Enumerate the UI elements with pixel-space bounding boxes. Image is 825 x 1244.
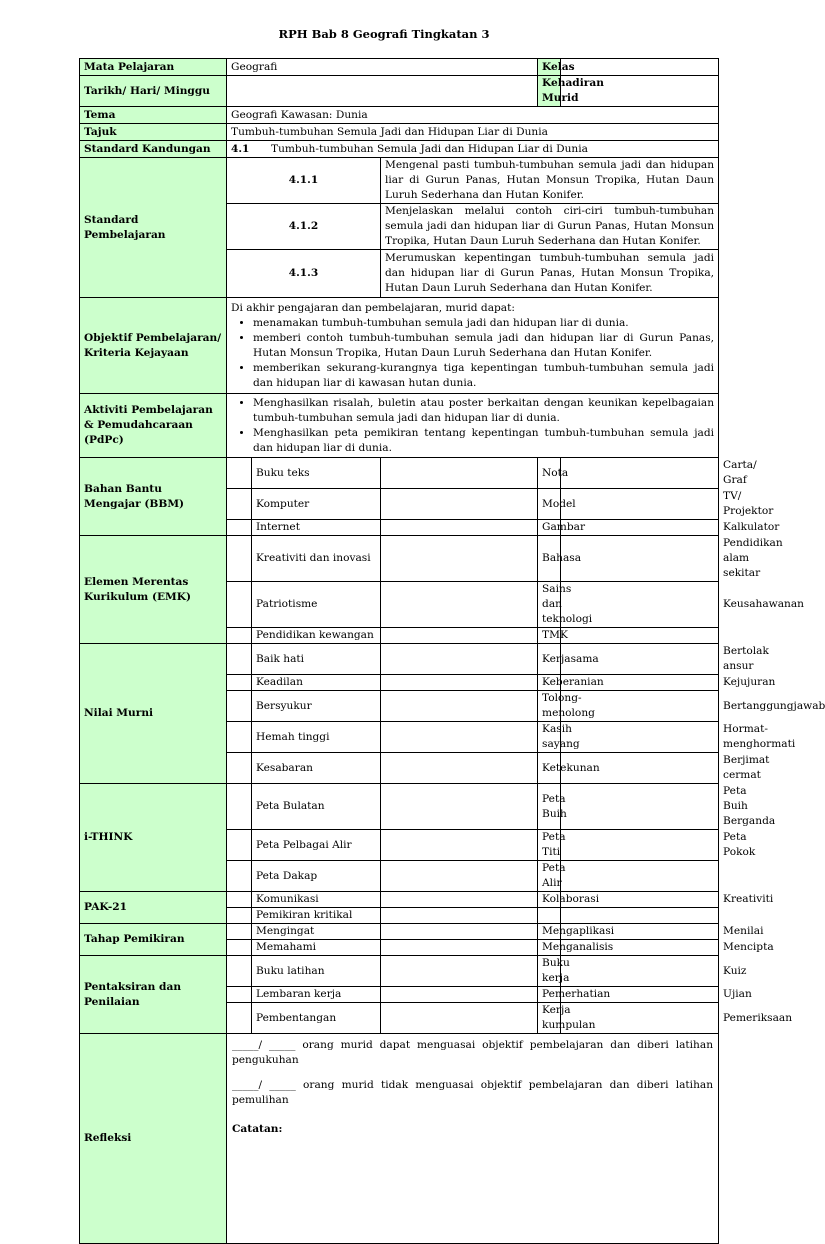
nilai-murni-checkbox[interactable] bbox=[227, 753, 252, 784]
emk-checkbox[interactable] bbox=[381, 536, 538, 582]
ithink-option: Peta Pelbagai Alir bbox=[252, 830, 381, 861]
tahap-pemikiran-option: Menganalisis bbox=[538, 940, 561, 956]
kelas-value[interactable] bbox=[561, 59, 719, 76]
ithink-checkbox[interactable] bbox=[561, 784, 719, 830]
standard-pembelajaran-label: Standard Pembelajaran bbox=[80, 158, 227, 298]
ithink-checkbox[interactable] bbox=[561, 830, 719, 861]
aktiviti-content[interactable] bbox=[227, 394, 719, 458]
tahap-pemikiran-checkbox[interactable] bbox=[381, 940, 538, 956]
tahap-pemikiran-row: Tahap Pemikiran Mengingat Mengaplikasi Menilai bbox=[80, 924, 719, 940]
bbm-option: Model bbox=[538, 489, 561, 520]
bbm-checkbox[interactable] bbox=[227, 489, 252, 520]
pak21-option: Pemikiran kritikal bbox=[252, 908, 381, 924]
pentaksiran-checkbox[interactable] bbox=[227, 1003, 252, 1034]
ithink-checkbox[interactable] bbox=[227, 861, 252, 892]
aktiviti-item: • Menghasilkan peta pemikiran tentang kepentingan tumbuh-tumbuhan semula jadi dan hidupan liar di dunia. bbox=[253, 426, 714, 456]
nilai-murni-label: Nilai Murni bbox=[80, 644, 227, 784]
tahap-pemikiran-checkbox[interactable] bbox=[227, 924, 252, 940]
tahap-pemikiran-option: Mengingat bbox=[252, 924, 381, 940]
aktiviti-label: Aktiviti Pembelajaran & Pemudahcaraan (PdPc) bbox=[80, 394, 227, 458]
sk-code: 4.1 bbox=[231, 142, 250, 155]
ithink-label: i-THINK bbox=[80, 784, 227, 892]
sp-text-1[interactable]: Mengenal pasti tumbuh-tumbuhan semula jadi dan hidupan liar di Gurun Panas, Hutan Monsun Tropika, Hutan Daun Luruh Sederhana dan Hutan Konifer. bbox=[381, 158, 719, 204]
nilai-murni-row: Nilai Murni Baik hati Kerjasama Bertolak ansur bbox=[80, 644, 719, 675]
nilai-murni-option: Kesabaran bbox=[252, 753, 381, 784]
ithink-checkbox[interactable] bbox=[381, 861, 538, 892]
emk-checkbox[interactable] bbox=[227, 582, 252, 628]
sp-code-3: 4.1.3 bbox=[227, 250, 381, 298]
nilai-murni-checkbox[interactable] bbox=[381, 691, 538, 722]
nilai-murni-option: Kerjasama bbox=[538, 644, 561, 675]
ithink-checkbox[interactable] bbox=[561, 861, 719, 892]
nilai-murni-option: Bersyukur bbox=[252, 691, 381, 722]
pak21-checkbox[interactable] bbox=[561, 908, 719, 924]
nilai-murni-option: Hemah tinggi bbox=[252, 722, 381, 753]
ithink-checkbox[interactable] bbox=[381, 830, 538, 861]
standard-kandungan-value[interactable] bbox=[227, 141, 719, 158]
pentaksiran-row: Pentaksiran dan Penilaian Buku latihan Buku kerja Kuiz bbox=[80, 956, 719, 987]
mata-pelajaran-value[interactable]: Geografi bbox=[227, 59, 538, 76]
tarikh-label: Tarikh/ Hari/ Minggu bbox=[80, 76, 227, 107]
nilai-murni-checkbox[interactable] bbox=[227, 675, 252, 691]
tema-label: Tema bbox=[80, 107, 227, 124]
bbm-checkbox[interactable] bbox=[561, 458, 719, 489]
tajuk-label: Tajuk bbox=[80, 124, 227, 141]
pentaksiran-checkbox[interactable] bbox=[381, 987, 538, 1003]
nilai-murni-checkbox[interactable] bbox=[227, 644, 252, 675]
bbm-option: Internet bbox=[252, 520, 381, 536]
sp-code-2: 4.1.2 bbox=[227, 204, 381, 250]
bbm-option: Buku teks bbox=[252, 458, 381, 489]
pentaksiran-row: Lembaran kerja Pemerhatian Ujian bbox=[80, 987, 719, 1003]
bbm-checkbox[interactable] bbox=[227, 458, 252, 489]
ithink-option: Peta Dakap bbox=[252, 861, 381, 892]
tahap-pemikiran-label: Tahap Pemikiran bbox=[80, 924, 227, 956]
nilai-murni-option: Kasih sayang bbox=[538, 722, 561, 753]
emk-row: Patriotisme Sains dan teknologi Keusahawanan bbox=[80, 582, 719, 628]
tahap-pemikiran-option: Mengaplikasi bbox=[538, 924, 561, 940]
catatan-label: Catatan: bbox=[232, 1123, 283, 1135]
objektif-item: • memberi contoh tumbuh-tumbuhan semula jadi dan hidupan liar di Gurun Panas, Hutan Monsun Tropika, Hutan Daun Luruh Sederhana dan Hutan Konifer. bbox=[253, 331, 714, 361]
refleksi-label: Refleksi bbox=[80, 1034, 227, 1244]
nilai-murni-checkbox[interactable] bbox=[381, 722, 538, 753]
emk-label: Elemen Merentas Kurikulum (EMK) bbox=[80, 536, 227, 644]
nilai-murni-row: Bersyukur Tolong-menolong Bertanggungjawab bbox=[80, 691, 719, 722]
pentaksiran-option: Pemerhatian bbox=[538, 987, 561, 1003]
pak21-label: PAK-21 bbox=[80, 892, 227, 924]
bbm-checkbox[interactable] bbox=[381, 520, 538, 536]
pentaksiran-option: Pembentangan bbox=[252, 1003, 381, 1034]
tarikh-value[interactable] bbox=[227, 76, 538, 107]
pentaksiran-checkbox[interactable] bbox=[381, 1003, 538, 1034]
pak21-option: Kolaborasi bbox=[538, 892, 561, 908]
bbm-checkbox[interactable] bbox=[381, 489, 538, 520]
emk-checkbox[interactable] bbox=[227, 628, 252, 644]
emk-option: Patriotisme bbox=[252, 582, 381, 628]
bbm-checkbox[interactable] bbox=[227, 520, 252, 536]
tahap-pemikiran-checkbox[interactable] bbox=[227, 940, 252, 956]
mata-pelajaran-label: Mata Pelajaran bbox=[80, 59, 227, 76]
refleksi-line-pengukuhan: _____/ _____ orang murid dapat menguasai objektif pembelajaran dan diberi latihan pengukuhan bbox=[232, 1039, 714, 1066]
refleksi-content[interactable] bbox=[227, 1034, 719, 1244]
emk-checkbox[interactable] bbox=[227, 536, 252, 582]
nilai-murni-checkbox[interactable] bbox=[381, 753, 538, 784]
ithink-row: Peta Pelbagai Alir Peta Titi Peta Pokok bbox=[80, 830, 719, 861]
emk-row: Elemen Merentas Kurikulum (EMK) Kreativiti dan inovasi Bahasa Pendidikan alam sekitar bbox=[80, 536, 719, 582]
refleksi-line-pemulihan: _____/ _____ orang murid tidak menguasai objektif pembelajaran dan diberi latihan pemulihan bbox=[232, 1079, 714, 1106]
ithink-checkbox[interactable] bbox=[381, 784, 538, 830]
tajuk-value[interactable]: Tumbuh-tumbuhan Semula Jadi dan Hidupan Liar di Dunia bbox=[227, 124, 719, 141]
bbm-row: Komputer Model TV/ Projektor bbox=[80, 489, 719, 520]
pak21-row: PAK-21 Komunikasi Kolaborasi Kreativiti bbox=[80, 892, 719, 908]
bbm-row: Internet Gambar Kalkulator bbox=[80, 520, 719, 536]
tahap-pemikiran-checkbox[interactable] bbox=[381, 924, 538, 940]
emk-checkbox[interactable] bbox=[381, 628, 538, 644]
ithink-option: Peta Titi bbox=[538, 830, 561, 861]
kehadiran-label: Kehadiran Murid bbox=[538, 76, 561, 107]
nilai-murni-checkbox[interactable] bbox=[381, 644, 538, 675]
pentaksiran-checkbox[interactable] bbox=[381, 956, 538, 987]
emk-option: Kreativiti dan inovasi bbox=[252, 536, 381, 582]
ithink-row: i-THINK Peta Bulatan Peta Buih Peta Buih Berganda bbox=[80, 784, 719, 830]
objektif-intro: Di akhir pengajaran dan pembelajaran, murid dapat: bbox=[231, 301, 515, 314]
emk-option: Bahasa bbox=[538, 536, 561, 582]
aktiviti-list bbox=[231, 396, 714, 456]
pentaksiran-option: Lembaran kerja bbox=[252, 987, 381, 1003]
rph-table bbox=[79, 58, 825, 1244]
sk-text: Tumbuh-tumbuhan Semula Jadi dan Hidupan Liar di Dunia bbox=[271, 142, 588, 155]
nilai-murni-checkbox[interactable] bbox=[227, 691, 252, 722]
nilai-murni-checkbox[interactable] bbox=[227, 722, 252, 753]
nilai-murni-option: Keadilan bbox=[252, 675, 381, 691]
emk-checkbox[interactable] bbox=[561, 536, 719, 582]
nilai-murni-row: Hemah tinggi Kasih sayang Hormat-menghormati bbox=[80, 722, 719, 753]
nilai-murni-option: Keberanian bbox=[538, 675, 561, 691]
bbm-option: Gambar bbox=[538, 520, 561, 536]
kelas-label: Kelas bbox=[538, 59, 561, 76]
ithink-option: Peta Bulatan bbox=[252, 784, 381, 830]
pak21-option bbox=[538, 908, 561, 924]
nilai-murni-row: Keadilan Keberanian Kejujuran bbox=[80, 675, 719, 691]
aktiviti-item: • Menghasilkan risalah, buletin atau poster berkaitan dengan keunikan kepelbagaian tumbuh-tumbuhan semula jadi dan hidupan liar di dunia. bbox=[253, 396, 714, 426]
nilai-murni-row: Kesabaran Ketekunan Berjimat cermat bbox=[80, 753, 719, 784]
emk-checkbox[interactable] bbox=[381, 582, 538, 628]
ithink-checkbox[interactable] bbox=[227, 830, 252, 861]
pentaksiran-checkbox[interactable] bbox=[561, 956, 719, 987]
tahap-pemikiran-option: Memahami bbox=[252, 940, 381, 956]
pentaksiran-checkbox[interactable] bbox=[227, 956, 252, 987]
pak21-checkbox[interactable] bbox=[381, 908, 538, 924]
tema-value[interactable]: Geografi Kawasan: Dunia bbox=[227, 107, 719, 124]
nilai-murni-option: Tolong-menolong bbox=[538, 691, 561, 722]
nilai-murni-checkbox[interactable] bbox=[381, 675, 538, 691]
pentaksiran-option: Kerja kumpulan bbox=[538, 1003, 561, 1034]
sp-code-1: 4.1.1 bbox=[227, 158, 381, 204]
document-title: RPH Bab 8 Geografi Tingkatan 3 bbox=[278, 27, 490, 41]
bbm-label: Bahan Bantu Mengajar (BBM) bbox=[80, 458, 227, 536]
bbm-option: Komputer bbox=[252, 489, 381, 520]
ithink-option: Peta Alir bbox=[538, 861, 561, 892]
pentaksiran-option: Buku kerja bbox=[538, 956, 561, 987]
pak21-checkbox[interactable] bbox=[227, 908, 252, 924]
pentaksiran-label: Pentaksiran dan Penilaian bbox=[80, 956, 227, 1034]
sp-text-2[interactable]: Menjelaskan melalui contoh ciri-ciri tumbuh-tumbuhan semula jadi dan hidupan liar di Gurun Panas, Hutan Monsun Tropika, Hutan Daun Luruh Sederhana dan Hutan Konifer. bbox=[381, 204, 719, 250]
emk-option: Sains dan teknologi bbox=[538, 582, 561, 628]
emk-option: Pendidikan kewangan bbox=[252, 628, 381, 644]
nilai-murni-option: Ketekunan bbox=[538, 753, 561, 784]
tahap-pemikiran-row: Memahami Menganalisis Mencipta bbox=[80, 940, 719, 956]
objektif-list bbox=[231, 316, 714, 391]
ithink-option: Peta Buih bbox=[538, 784, 561, 830]
pentaksiran-row: Pembentangan Kerja kumpulan Pemeriksaan bbox=[80, 1003, 719, 1034]
objektif-item: • menamakan tumbuh-tumbuhan semula jadi dan hidupan liar di dunia. bbox=[253, 316, 714, 331]
objektif-item: • memberikan sekurang-kurangnya tiga kepentingan tumbuh-tumbuhan semula jadi dan hidupan liar di kawasan hutan dunia. bbox=[253, 361, 714, 391]
emk-option: TMK bbox=[538, 628, 561, 644]
bbm-option: Nota bbox=[538, 458, 561, 489]
nilai-murni-checkbox[interactable] bbox=[561, 722, 719, 753]
pak21-checkbox[interactable] bbox=[381, 892, 538, 908]
standard-kandungan-label: Standard Kandungan bbox=[80, 141, 227, 158]
bbm-row: Bahan Bantu Mengajar (BBM) Buku teks Nota Carta/ Graf bbox=[80, 458, 719, 489]
objektif-content[interactable] bbox=[227, 298, 719, 394]
objektif-label: Objektif Pembelajaran/ Kriteria Kejayaan bbox=[80, 298, 227, 394]
pak21-option: Komunikasi bbox=[252, 892, 381, 908]
sp-text-3[interactable]: Merumuskan kepentingan tumbuh-tumbuhan semula jadi dan hidupan liar di Gurun Panas, Hutan Monsun Tropika, Hutan Daun Luruh Sederhana dan Hutan Konifer. bbox=[381, 250, 719, 298]
pentaksiran-option: Buku latihan bbox=[252, 956, 381, 987]
ithink-checkbox[interactable] bbox=[227, 784, 252, 830]
emk-checkbox[interactable] bbox=[561, 628, 719, 644]
nilai-murni-option: Baik hati bbox=[252, 644, 381, 675]
bbm-checkbox[interactable] bbox=[561, 489, 719, 520]
pak21-checkbox[interactable] bbox=[227, 892, 252, 908]
pentaksiran-checkbox[interactable] bbox=[227, 987, 252, 1003]
bbm-checkbox[interactable] bbox=[381, 458, 538, 489]
